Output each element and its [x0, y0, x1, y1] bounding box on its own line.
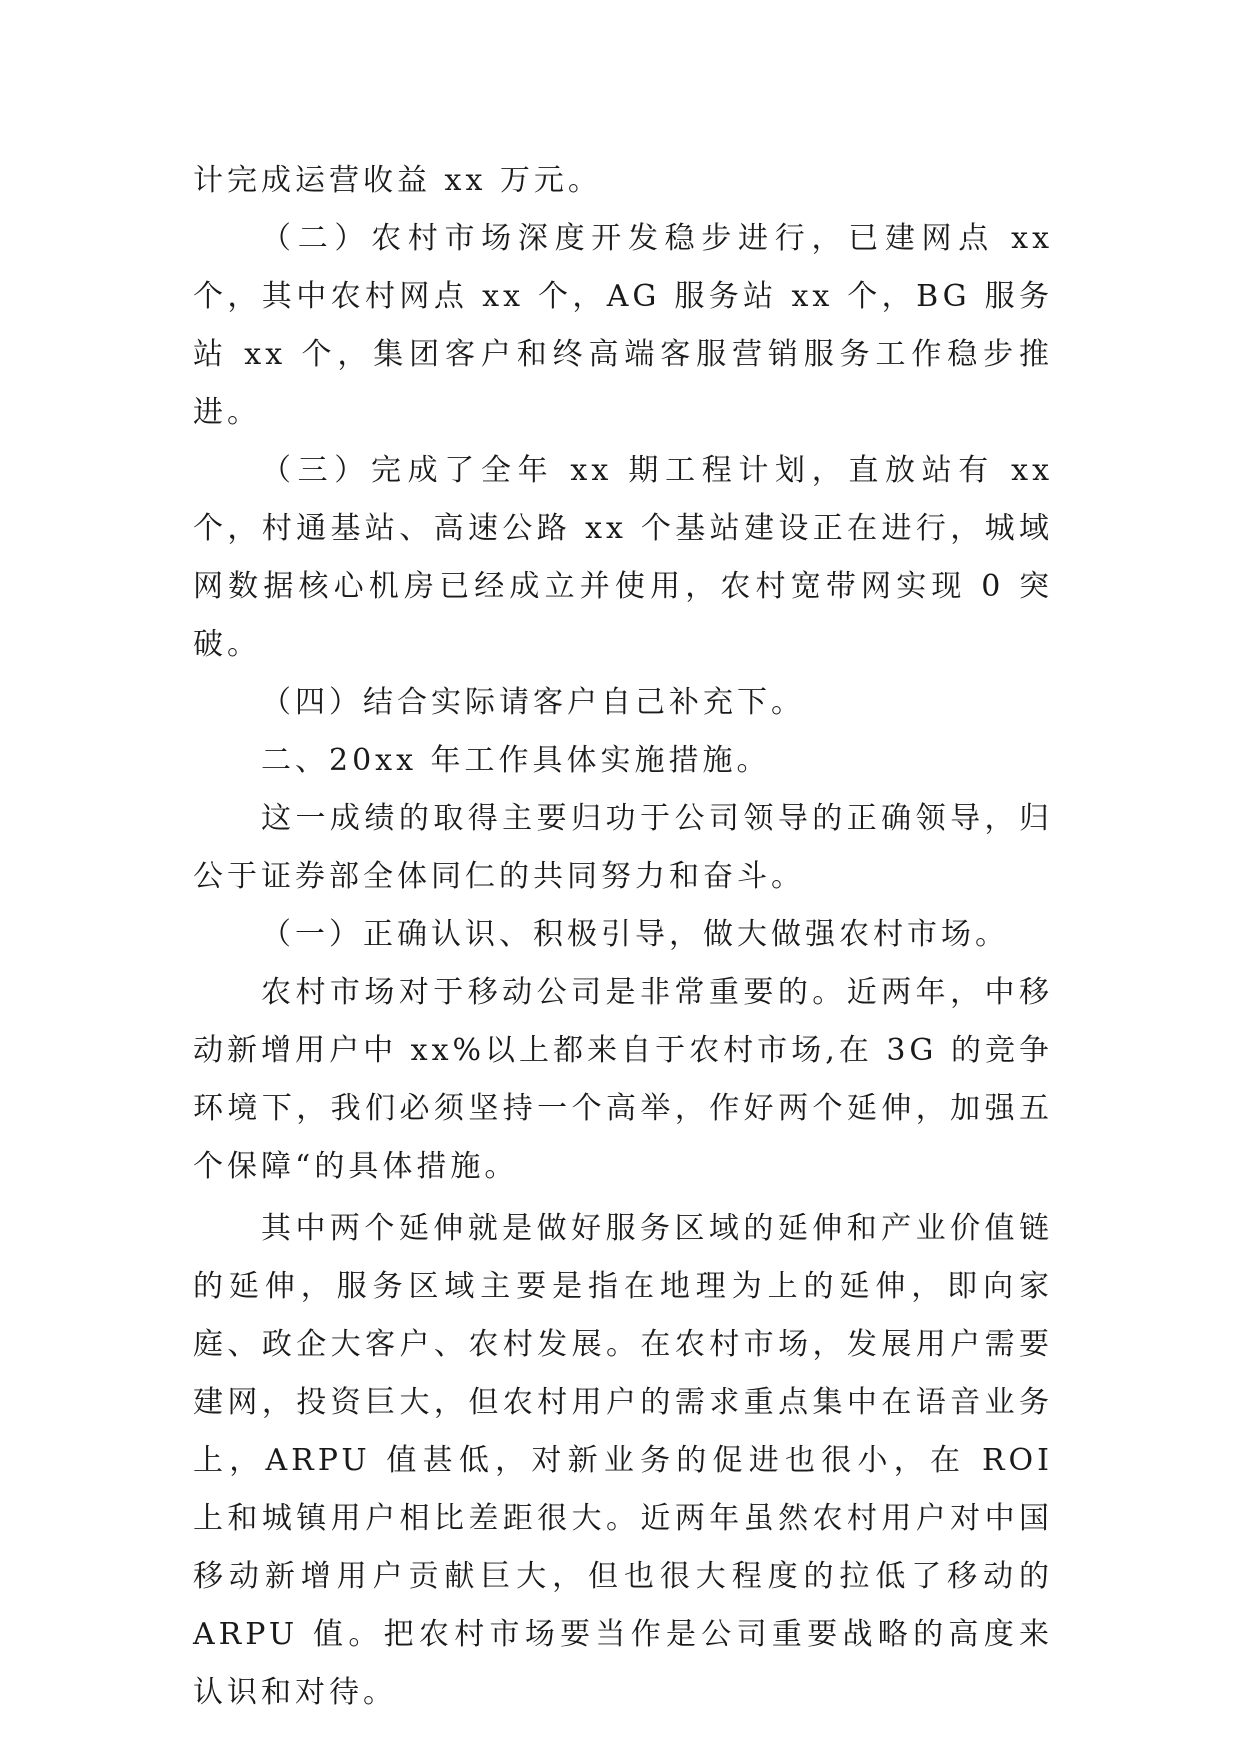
paragraph-3: （三）完成了全年 xx 期工程计划，直放站有 xx 个，村通基站、高速公路 xx 个基站建设正在进行，城域网数据核心机房已经成立并使用，农村宽带网实现 0 突破。 — [193, 453, 1067, 662]
paragraph-9: 其中两个延伸就是做好服务区域的延伸和产业价值链的延伸，服务区域主要是指在地理为上的延伸，即向家庭、政企大客户、农村发展。在农村市场，发展用户需要建网，投资巨大，但农村用户的需求重点集中在语音业务上，ARPU 值甚低，对新业务的促进也很小，在 ROI 上和城镇用户相比差距很大。近两年虽然农村用户对中国移动新增用户贡献巨大，但也很大程度的拉低了移动的 ARPU 值。把农村市场要当作是公司重要战略的高度来认识和对待。 — [193, 1211, 1067, 1710]
paragraph-6: 这一成绩的取得主要归功于公司领导的正确领导，归公于证券部全体同仁的共同努力和奋斗。 — [193, 801, 1053, 894]
paragraph-8: 农村市场对于移动公司是非常重要的。近两年，中移动新增用户中 xx%以上都来自于农村市场,在 3G 的竞争环境下，我们必须坚持一个高举，作好两个延伸，加强五个保障“的具体措施。 — [193, 975, 1053, 1184]
paragraph-2: （二）农村市场深度开发稳步进行，已建网点 xx 个，其中农村网点 xx 个，AG 服务站 xx 个，BG 服务站 xx 个，集团客户和终高端客服营销服务工作稳步推进。 — [193, 221, 1067, 430]
document-body — [193, 152, 1067, 1722]
subsection-heading: （一）正确认识、积极引导，做大做强农村市场。 — [261, 917, 1009, 952]
paragraph-4: （四）结合实际请客户自己补充下。 — [261, 685, 805, 720]
paragraph-1: 计完成运营收益 xx 万元。 — [193, 163, 602, 198]
section-heading: 二、20xx 年工作具体实施措施。 — [261, 743, 771, 778]
